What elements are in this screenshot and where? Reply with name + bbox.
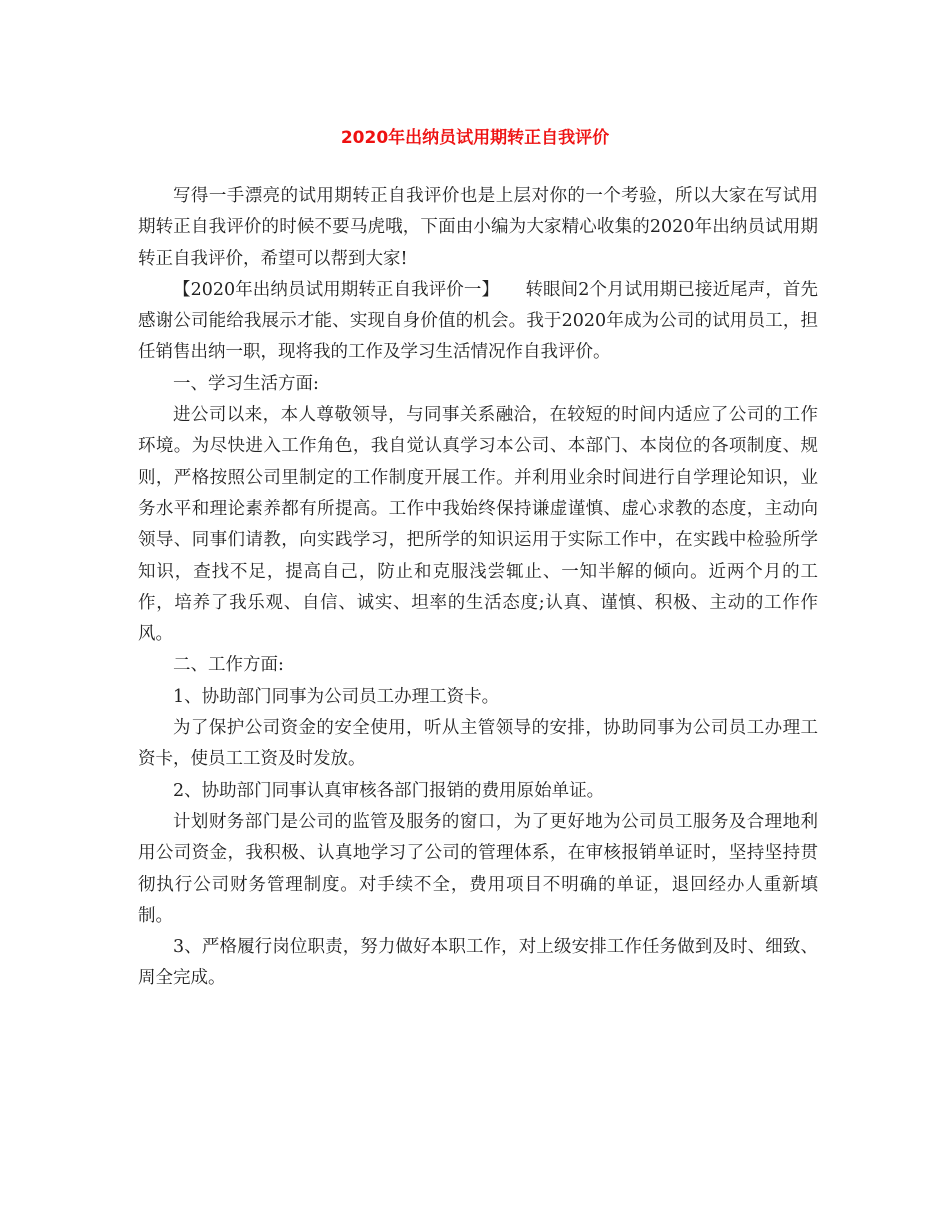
item-1-heading: 1、协助部门同事为公司员工办理工资卡。 (173, 686, 500, 707)
paragraph-evaluation-one: 【2020年出纳员试用期转正自我评价一】 转眼间2个月试用期已接近尾声，首先感谢公司能给我展示才能、实现自身价值的机会。我于2020年成为公司的试用员工，担任销售出纳一职，现将我的工作及学习生活情况作自我评价。 (138, 279, 818, 363)
heading-study-life: 一、学习生活方面: (173, 373, 319, 394)
document-title: 2020年出纳员试用期转正自我评价 (340, 128, 610, 148)
item-2-body: 计划财务部门是公司的监管及服务的窗口，为了更好地为公司员工服务及合理地利用公司资金，我积极、认真地学习了公司的管理体系，在审核报销单证时，坚持坚持贯彻执行公司财务管理制度。对手续不全，费用项目不明确的单证，退回经办人重新填制。 (138, 811, 818, 926)
item-3: 3、严格履行岗位职责，努力做好本职工作，对上级安排工作任务做到及时、细致、周全完成。 (138, 937, 818, 989)
heading-work: 二、工作方面: (173, 655, 284, 676)
paragraph-study-life: 进公司以来，本人尊敬领导，与同事关系融洽，在较短的时间内适应了公司的工作环境。为尽快进入工作角色，我自觉认真学习本公司、本部门、本岗位的各项制度、规则，严格按照公司里制定的工作制度开展工作。并利用业余时间进行自学理论知识，业务水平和理论素养都有所提高。工作中我始终保持谦虚谨慎、虚心求教的态度，主动向领导、同事们请教，向实践学习，把所学的知识运用于实际工作中，在实践中检验所学知识，查找不足，提高自己，防止和克服浅尝辄止、一知半解的倾向。近两个月的工作，培养了我乐观、自信、诚实、坦率的生活态度;认真、谨慎、积极、主动的工作作风。 (138, 405, 818, 645)
paragraph-intro: 写得一手漂亮的试用期转正自我评价也是上层对你的一个考验，所以大家在写试用期转正自我评价的时候不要马虎哦，下面由小编为大家精心收集的2020年出纳员试用期转正自我评价，希望可以帮到大家! (138, 186, 818, 269)
document-body (138, 181, 818, 995)
item-1-body: 为了保护公司资金的安全使用，听从主管领导的安排，协助同事为公司员工办理工资卡，使员工工资及时发放。 (138, 718, 818, 770)
item-2-heading: 2、协助部门同事认真审核各部门报销的费用原始单证。 (173, 780, 605, 801)
